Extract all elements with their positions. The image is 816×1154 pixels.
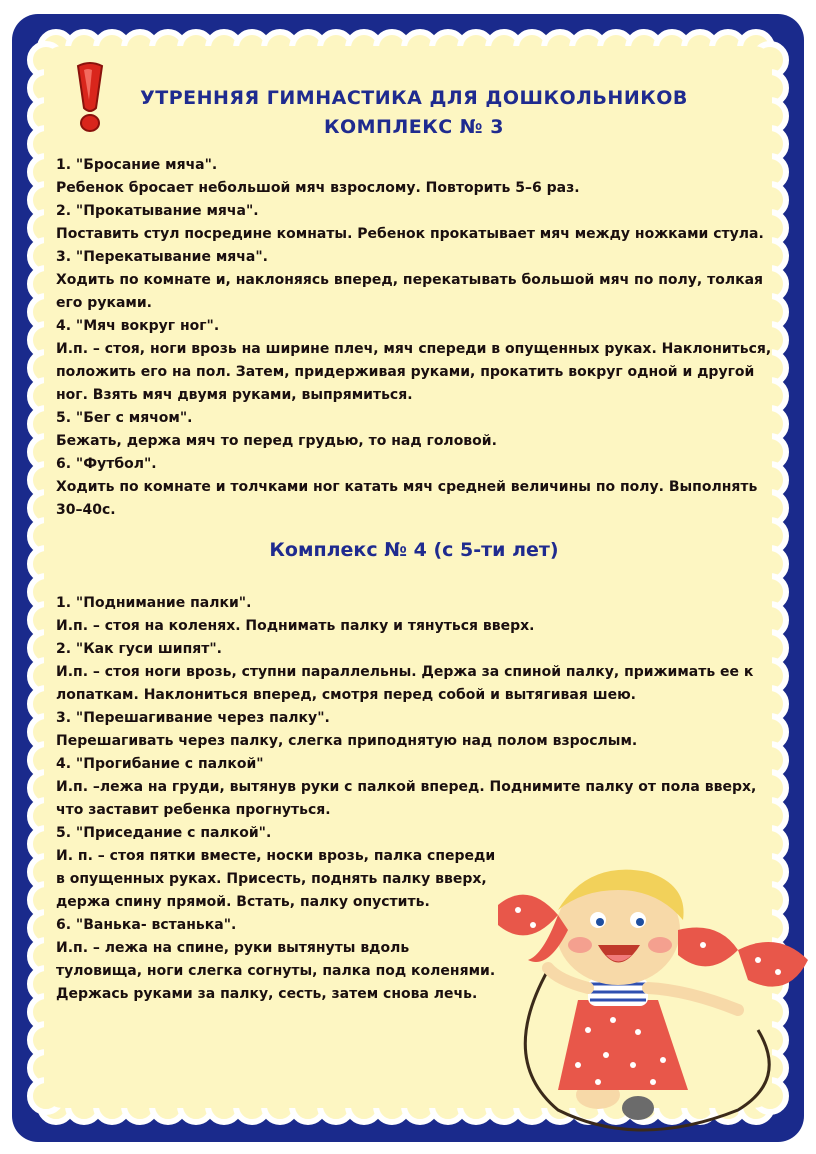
exercise-line: Ходить по комнате и толчками ног катать мяч средней величины по полу. Выполнять 30–40с. <box>56 479 758 518</box>
exercise-line: 2. "Прокатывание мяча". <box>56 203 259 219</box>
exercise-line: 6. "Футбол". <box>56 456 157 472</box>
exercise-line: Бежать, держа мяч то перед грудью, то над головой. <box>56 433 497 449</box>
exercise-line: 3. "Перешагивание через палку". <box>56 710 330 726</box>
exercise-line: Ребенок бросает небольшой мяч взрослому. Повторить 5–6 раз. <box>56 180 580 196</box>
title-line-2: КОМПЛЕКС № 3 <box>323 116 505 138</box>
exercise-line: И. п. – стоя пятки вместе, носки врозь, палка спереди в опущенных руках. Присесть, поднять палку вверх, держа спину прямой. Встать, палку опустить. <box>56 848 496 910</box>
exercise-line: И.п. – стоя на коленях. Поднимать палку и тянуться вверх. <box>56 618 535 634</box>
exercise-line: 4. "Мяч вокруг ног". <box>56 318 220 334</box>
exercise-line: 6. "Ванька- встанька". <box>56 917 237 933</box>
girl-with-jump-rope-illustration <box>488 860 808 1140</box>
section-subtitle: Комплекс № 4 (с 5-ти лет) <box>269 539 559 561</box>
title-line-1: УТРЕННЯЯ ГИМНАСТИКА ДЛЯ ДОШКОЛЬНИКОВ <box>140 87 688 109</box>
complex-3-list <box>56 154 772 522</box>
exercise-line: Ходить по комнате и, наклоняясь вперед, перекатывать большой мяч по полу, толкая его руками. <box>56 272 764 311</box>
exercise-line: И.п. –лежа на груди, вытянув руки с палкой вперед. Поднимите палку от пола вверх, что заставит ребенка прогнуться. <box>56 779 757 818</box>
exercise-line: 3. "Перекатывание мяча". <box>56 249 268 265</box>
exercise-line: 1. "Бросание мяча". <box>56 157 218 173</box>
exercise-line: 4. "Прогибание с палкой" <box>56 756 264 772</box>
exercise-line: 5. "Приседание с палкой". <box>56 825 272 841</box>
exercise-line: И.п. – стоя ноги врозь, ступни параллельны. Держа за спиной палку, прижимать ее к лопаткам. Наклониться вперед, смотря перед собой и вытягивая шею. <box>56 664 754 703</box>
exercise-line: 1. "Поднимание палки". <box>56 595 252 611</box>
exercise-line: 2. "Как гуси шипят". <box>56 641 222 657</box>
complex-4-narrow <box>56 822 496 1006</box>
exercise-line: И.п. – лежа на спине, руки вытянуты вдоль туловища, ноги слегка согнуты, палка под коленями. Держась руками за палку, сесть, затем снова лечь. <box>56 940 496 1002</box>
exercise-line: 5. "Бег с мячом". <box>56 410 193 426</box>
exercise-line: Поставить стул посредине комнаты. Ребенок прокатывает мяч между ножками стула. <box>56 226 764 242</box>
exercise-line: Перешагивать через палку, слегка приподнятую над полом взрослым. <box>56 733 638 749</box>
exercise-line: И.п. – стоя, ноги врозь на ширине плеч, мяч спереди в опущенных руках. Наклониться, положить его на пол. Затем, придерживая руками, прокатить вокруг одной и другой ног. Взять мяч двумя руками, выпрямиться. <box>56 341 772 403</box>
page-title <box>56 84 772 142</box>
